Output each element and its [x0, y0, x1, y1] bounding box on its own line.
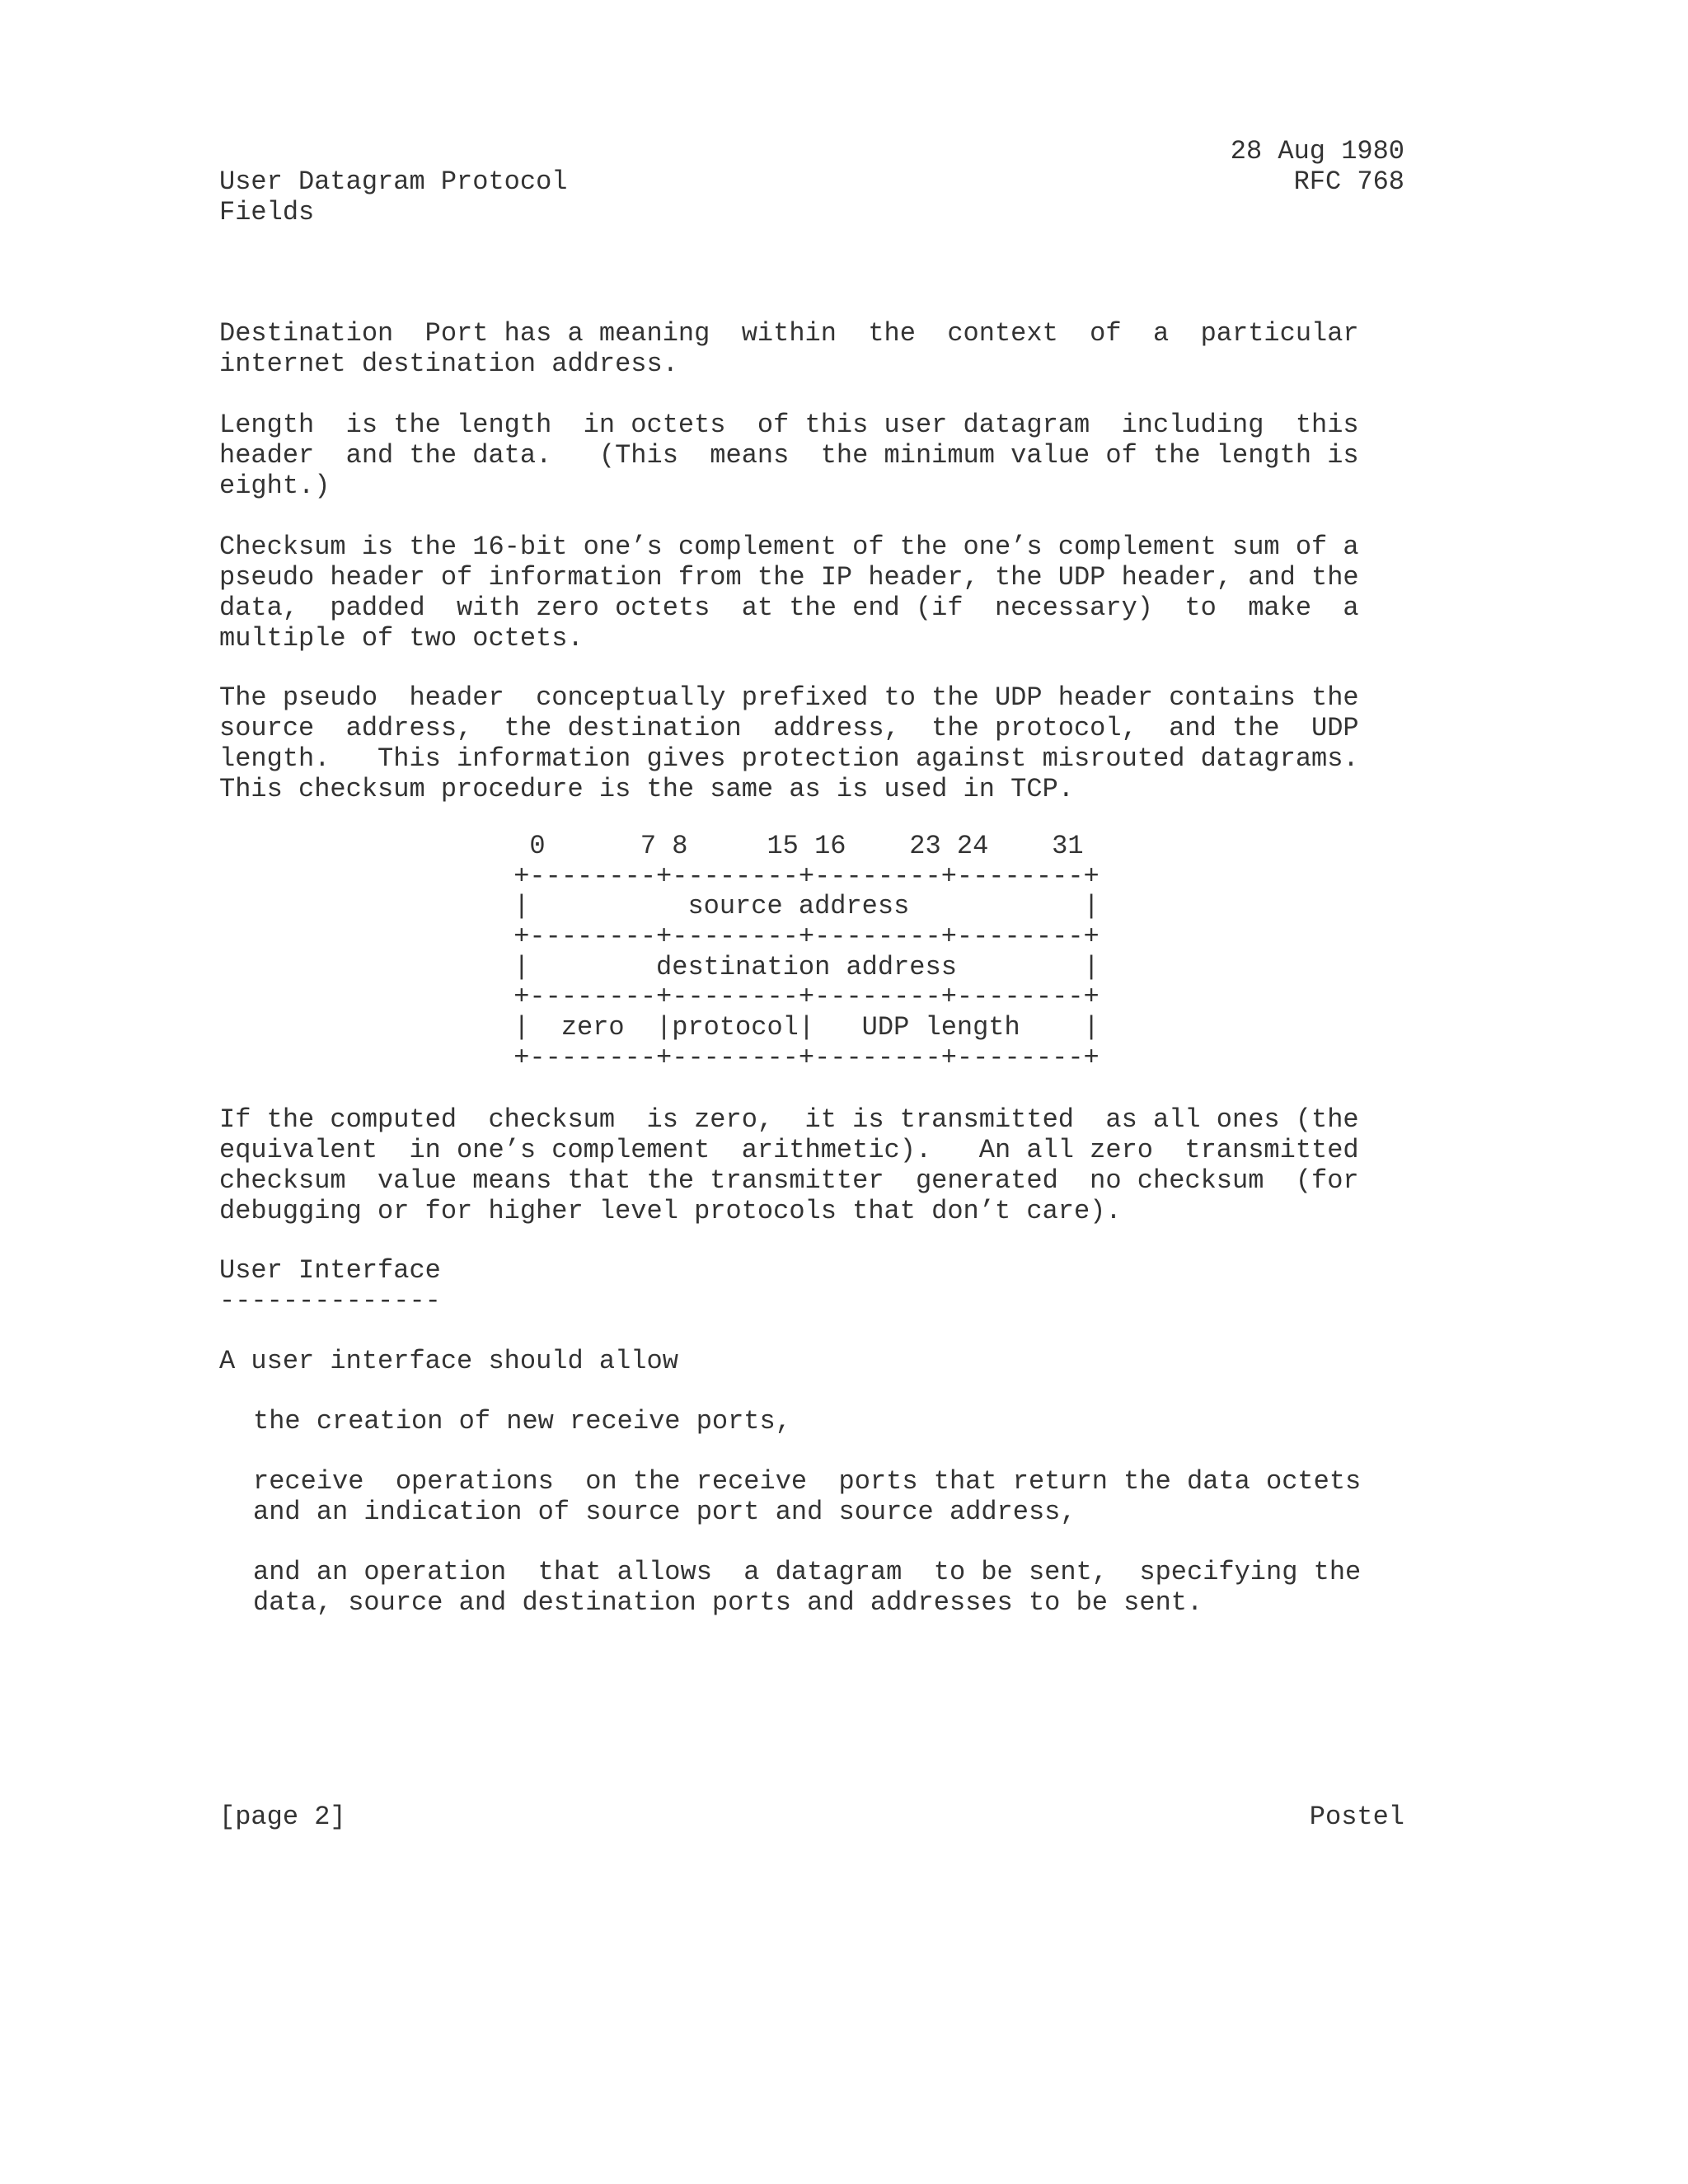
diagram-border: +--------+--------+--------+--------+: [498, 860, 1100, 892]
footer-author: Postel: [1309, 1802, 1404, 1832]
paragraph-zero-checksum-line: If the computed checksum is zero, it is transmitted as all ones (the: [219, 1104, 1359, 1135]
diagram-row-zero-protocol-length: | zero |protocol| UDP length |: [498, 1012, 1100, 1043]
user-interface-item-send-line: and an operation that allows a datagram to be sent, specifying the: [253, 1557, 1362, 1587]
paragraph-checksum-line: pseudo header of information from the IP header, the UDP header, and the: [219, 562, 1359, 593]
paragraph-length-line: header and the data. (This means the minimum value of the length is: [219, 440, 1359, 471]
header-section: Fields: [219, 197, 315, 227]
paragraph-zero-checksum-line: equivalent in one’s complement arithmetic). An all zero transmitted: [219, 1135, 1359, 1165]
user-interface-intro: A user interface should allow: [219, 1346, 678, 1376]
footer-page-number: [page 2]: [219, 1802, 346, 1832]
paragraph-zero-checksum-line: debugging or for higher level protocols that don’t care).: [219, 1196, 1122, 1226]
paragraph-checksum-line: data, padded with zero octets at the end (if necessary) to make a: [219, 593, 1359, 623]
header-protocol-title: User Datagram Protocol: [219, 166, 568, 197]
user-interface-item-receive-line: and an indication of source port and source address,: [253, 1497, 1076, 1527]
paragraph-pseudo-header-line: This checksum procedure is the same as is used in TCP.: [219, 774, 1074, 804]
diagram-border: +--------+--------+--------+--------+: [498, 921, 1100, 953]
user-interface-item-receive-line: receive operations on the receive ports that return the data octets: [253, 1466, 1362, 1497]
paragraph-checksum-line: Checksum is the 16-bit one’s complement of the one’s complement sum of a: [219, 532, 1359, 562]
paragraph-zero-checksum-line: checksum value means that the transmitter generated no checksum (for: [219, 1165, 1359, 1196]
section-heading-underline: --------------: [219, 1286, 441, 1316]
diagram-row-destination-address: | destination address |: [498, 951, 1100, 982]
paragraph-pseudo-header-line: length. This information gives protection against misrouted datagrams.: [219, 743, 1359, 774]
diagram-border: +--------+--------+--------+--------+: [498, 982, 1100, 1013]
user-interface-item-send-line: data, source and destination ports and addresses to be sent.: [253, 1587, 1203, 1618]
header-rfc-number: RFC 768: [1293, 166, 1404, 197]
paragraph-checksum-line: multiple of two octets.: [219, 623, 584, 654]
paragraph-destination-port-line: Destination Port has a meaning within the context of a particular: [219, 318, 1359, 349]
paragraph-length-line: Length is the length in octets of this user datagram including this: [219, 410, 1359, 440]
diagram-bit-scale: 0 7 8 15 16 23 24 31: [498, 831, 1084, 861]
diagram-row-source-address: | source address |: [498, 891, 1100, 922]
section-heading-user-interface: User Interface: [219, 1255, 441, 1286]
paragraph-pseudo-header-line: source address, the destination address, the protocol, and the UDP: [219, 713, 1359, 743]
pseudo-header-diagram: [498, 832, 1100, 1074]
diagram-border: +--------+--------+--------+--------+: [498, 1042, 1100, 1073]
paragraph-destination-port-line: internet destination address.: [219, 349, 678, 379]
user-interface-item-create-ports: the creation of new receive ports,: [253, 1406, 791, 1436]
header-date: 28 Aug 1980: [1230, 136, 1404, 166]
paragraph-length-line: eight.): [219, 471, 331, 501]
paragraph-pseudo-header-line: The pseudo header conceptually prefixed to the UDP header contains the: [219, 682, 1359, 713]
